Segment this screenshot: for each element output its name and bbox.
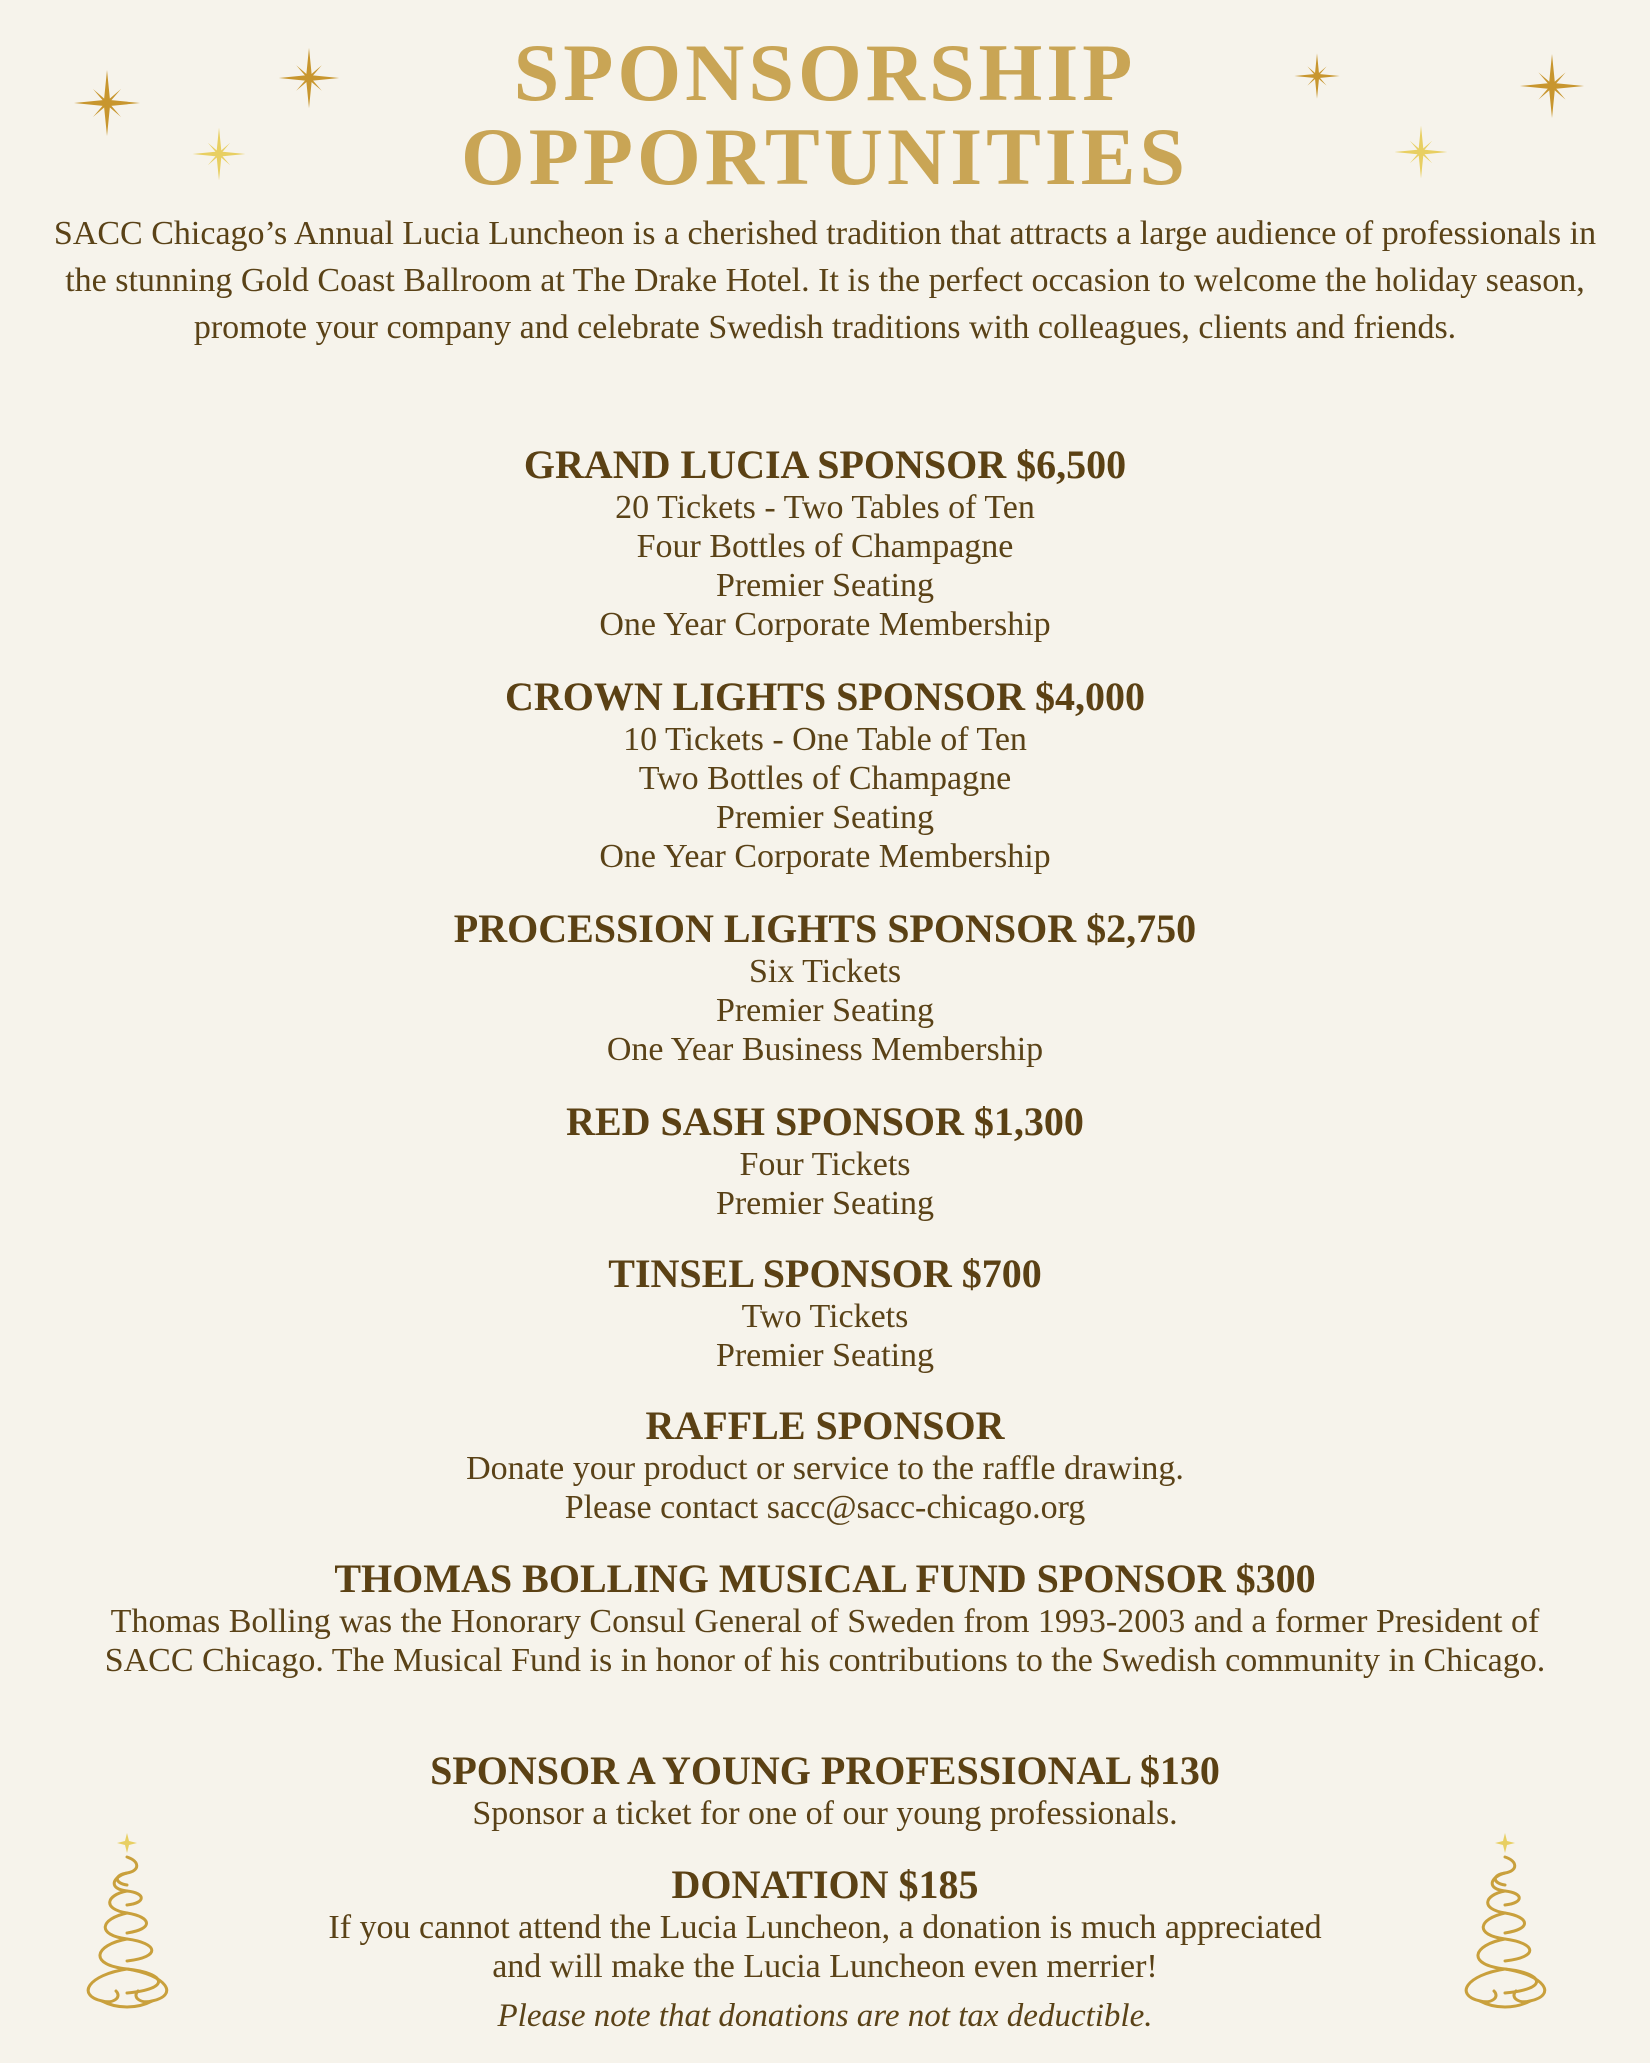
benefit-line: Premier Seating <box>715 1337 935 1374</box>
thomas-bolling-sponsor-section <box>0 1556 1650 1680</box>
benefit-line: One Year Business Membership <box>606 1031 1044 1068</box>
donation-text-line: and will make the Lucia Luncheon even merrier! <box>492 1948 1158 1985</box>
sponsor-heading: THOMAS BOLLING MUSICAL FUND SPONSOR $300 <box>334 1556 1316 1601</box>
benefit-line: Donate your product or service to the raffle drawing. <box>466 1450 1184 1487</box>
donation-section <box>0 1862 1650 1986</box>
benefit-line: Premier Seating <box>715 799 935 836</box>
benefit-line: Four Bottles of Champagne <box>636 528 1014 565</box>
benefit-line: One Year Corporate Membership <box>599 838 1051 875</box>
benefit-line: 10 Tickets - One Table of Ten <box>623 721 1027 758</box>
tinsel-sponsor-section <box>0 1251 1650 1375</box>
benefit-line: Six Tickets <box>748 953 902 990</box>
sponsor-heading: CROWN LIGHTS SPONSOR $4,000 <box>504 674 1146 719</box>
benefit-line: One Year Corporate Membership <box>599 606 1051 643</box>
red-sash-sponsor-section <box>0 1099 1650 1223</box>
tax-note: Please note that donations are not tax deductible. <box>497 1998 1153 2034</box>
benefit-line: Premier Seating <box>715 567 935 604</box>
benefit-line: Two Tickets <box>741 1298 909 1335</box>
benefit-line: 20 Tickets - Two Tables of Ten <box>615 489 1035 526</box>
sponsor-heading: TINSEL SPONSOR $700 <box>608 1251 1042 1296</box>
benefit-line: Premier Seating <box>715 992 935 1029</box>
benefit-line: Sponsor a ticket for one of our young professionals. <box>472 1795 1178 1832</box>
sponsor-heading: RAFFLE SPONSOR <box>645 1403 1005 1448</box>
donation-text-line: If you cannot attend the Lucia Luncheon, a donation is much appreciated <box>328 1909 1322 1946</box>
sponsor-heading: RED SASH SPONSOR $1,300 <box>566 1099 1084 1144</box>
benefit-line: Premier Seating <box>715 1185 935 1222</box>
procession-lights-sponsor-section <box>0 906 1650 1069</box>
intro-paragraph: SACC Chicago’s Annual Lucia Luncheon is a cherished tradition that attracts a large audience of professionals in the stunning Gold Coast Ballroom at The Drake Hotel. It is the perfect occasion to welcome the holiday season, promote your company and celebrate Swedish traditions with colleagues, clients and friends. <box>53 215 1597 346</box>
swirl-christmas-tree-icon <box>1440 1825 1570 2025</box>
sponsor-description: Thomas Bolling was the Honorary Consul General of Sweden from 1993-2003 and a former President of SACC Chicago. The Musical Fund is in honor of his contributions to the Swedish community in Chicago. <box>104 1603 1546 1679</box>
swirl-christmas-tree-icon <box>62 1825 192 2025</box>
contact-email-line: Please contact sacc@sacc-chicago.org <box>564 1489 1086 1526</box>
young-professional-sponsor-section <box>0 1748 1650 1833</box>
benefit-line: Four Tickets <box>739 1146 911 1183</box>
sponsor-heading: SPONSOR A YOUNG PROFESSIONAL $130 <box>430 1748 1220 1793</box>
benefit-line: Two Bottles of Champagne <box>638 760 1012 797</box>
sponsor-heading: GRAND LUCIA SPONSOR $6,500 <box>523 442 1127 487</box>
crown-lights-sponsor-section <box>0 674 1650 876</box>
grand-lucia-sponsor-section <box>0 442 1650 644</box>
page-title-line2: OPPORTUNITIES <box>460 111 1190 202</box>
sponsor-heading: DONATION $185 <box>671 1862 979 1907</box>
sponsor-heading: PROCESSION LIGHTS SPONSOR $2,750 <box>453 906 1197 951</box>
raffle-sponsor-section <box>0 1403 1650 1527</box>
page-title-line1: SPONSORSHIP <box>513 27 1137 118</box>
